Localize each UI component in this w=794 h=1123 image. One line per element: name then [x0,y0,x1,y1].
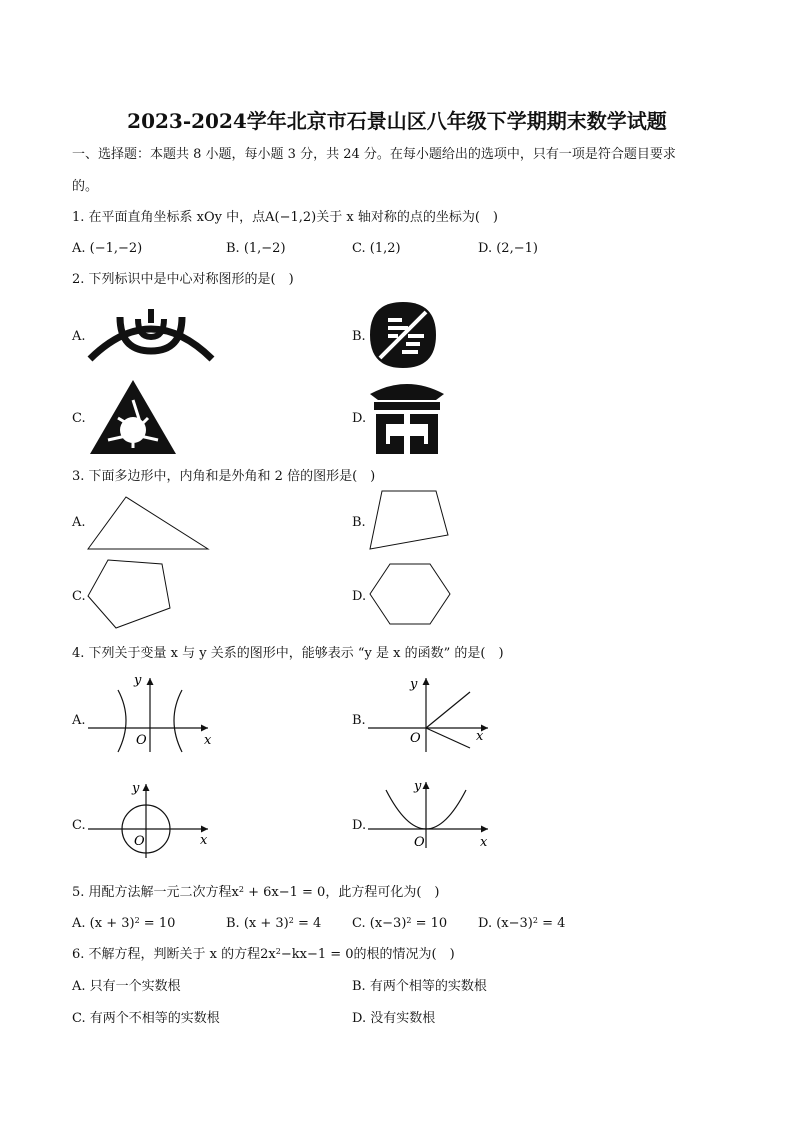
q1-option-b[interactable]: B. (1,−2) [226,241,286,256]
q5-option-d[interactable]: D. $(x-3)^2 = 4$ [478,916,566,931]
q2-logo-a-icon[interactable] [86,305,216,365]
q2-label-d: D. [352,411,367,426]
q4-graph-d[interactable] [366,776,498,850]
q4-a-x-label: x [204,733,212,748]
q4-c-x-label: x [200,833,208,848]
q5-option-b[interactable]: B. $(x + 3)^2 = 4$ [226,916,322,931]
q1-option-d[interactable]: D. (2,−1) [478,241,538,256]
q5-option-c[interactable]: C. $(x-3)^2 = 10$ [352,916,448,931]
q4-d-y-label: y [414,779,422,794]
page-title: 2023-2024学年北京市石景山区八年级下学期期末数学试题 [127,109,667,133]
q6-option-d[interactable]: D. 没有实数根 [352,1011,436,1026]
q2-logo-c-icon[interactable] [88,378,178,456]
q6-option-b[interactable]: B. 有两个相等的实数根 [352,979,487,994]
q6-option-a[interactable]: A. 只有一个实数根 [72,979,181,994]
q4-stem: 4. 下列关于变量 x 与 y 关系的图形中，能够表示 “y 是 x 的函数” 的是( ) [72,646,504,661]
q3-stem: 3. 下面多边形中，内角和是外角和 2 倍的图形是( ) [72,469,376,484]
q3-quadrilateral-shape[interactable] [368,489,452,553]
q4-label-a: A. [72,713,86,728]
q2-label-c: C. [72,411,86,426]
q4-graph-a[interactable] [86,672,218,754]
q4-c-y-label: y [132,781,140,796]
q3-triangle-shape[interactable] [86,493,212,553]
q4-d-origin-label: O [414,835,425,850]
q3-label-a: A. [72,515,86,530]
q3-pentagon-shape[interactable] [86,556,174,632]
section-heading: 一、选择题：本题共 8 小题，每小题 3 分，共 24 分。在每小题给出的选项中，只有一项是符合题目要求 [72,147,676,162]
q2-logo-d-icon[interactable] [368,378,446,458]
q4-graph-b[interactable] [366,672,498,754]
q3-label-c: C. [72,589,86,604]
q3-hexagon-shape[interactable] [366,562,454,628]
q4-b-x-label: x [476,729,484,744]
section-heading-cont: 的。 [72,179,99,194]
q6-option-c[interactable]: C. 有两个不相等的实数根 [72,1011,220,1026]
q1-stem: 1. 在平面直角坐标系 xOy 中，点A(−1,2)关于 x 轴对称的点的坐标为( ) [72,210,498,225]
q2-logo-b-icon[interactable] [368,300,438,370]
q4-a-origin-label: O [136,733,147,748]
q3-label-d: D. [352,589,367,604]
q5-option-a[interactable]: A. $(x + 3)^2 = 10$ [72,916,176,931]
q4-label-b: B. [352,713,366,728]
q4-label-d: D. [352,818,367,833]
q2-label-b: B. [352,329,366,344]
q1-option-a[interactable]: A. (−1,−2) [72,241,143,256]
q4-c-origin-label: O [134,834,145,849]
q1-option-c[interactable]: C. (1,2) [352,241,401,256]
q5-stem: 5. 用配方法解一元二次方程$x^2 + 6x-1 = 0$，此方程可化为( ) [72,885,440,900]
q4-b-origin-label: O [410,731,421,746]
q4-d-x-label: x [480,835,488,850]
q6-stem: 6. 不解方程，判断关于 x 的方程$2x^2-kx-1 = 0$的根的情况为( ) [72,947,455,962]
q2-stem: 2. 下列标识中是中心对称图形的是( ) [72,272,294,287]
q3-label-b: B. [352,515,366,530]
q4-graph-c[interactable] [86,778,218,860]
q4-b-y-label: y [410,677,418,692]
q4-label-c: C. [72,818,86,833]
q2-label-a: A. [72,329,86,344]
q4-a-y-label: y [134,673,142,688]
